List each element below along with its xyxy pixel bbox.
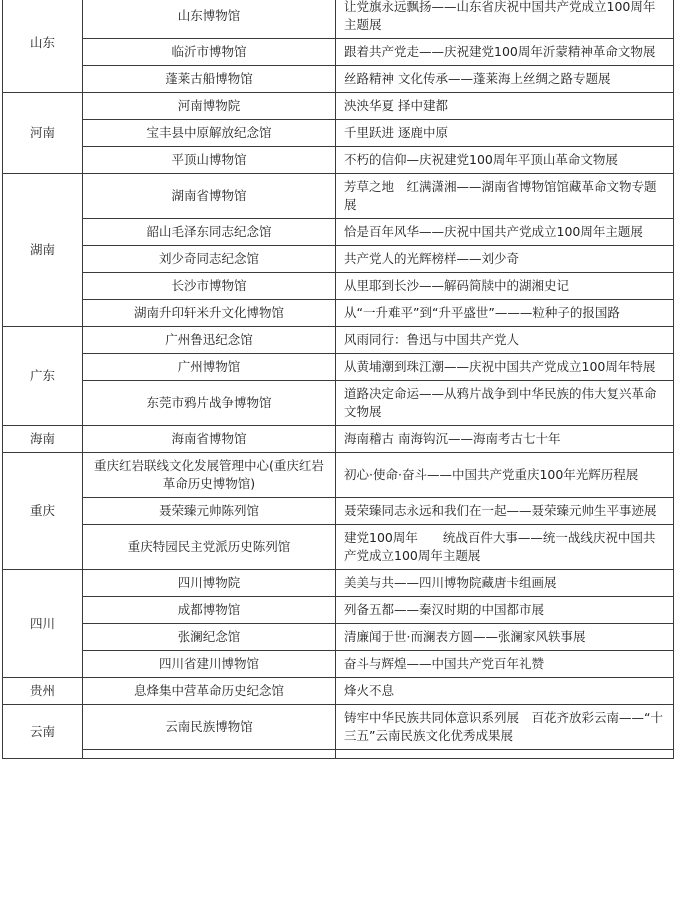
exhibition-cell: 让党旗永远飘扬——山东省庆祝中国共产党成立100周年主题展 (336, 0, 674, 39)
table-row (3, 300, 674, 327)
museum-cell: 重庆特园民主党派历史陈列馆 (83, 525, 336, 570)
exhibition-cell: 千里跃进 逐鹿中原 (336, 120, 674, 147)
exhibition-cell: 丝路精神 文化传承——蓬莱海上丝绸之路专题展 (336, 66, 674, 93)
exhibition-cell: 从“一升难平”到“升平盛世”———粒种子的报国路 (336, 300, 674, 327)
table-row (3, 219, 674, 246)
table-row (3, 678, 674, 705)
table-row (3, 750, 674, 759)
exhibition-cell: 美美与共——四川博物院藏唐卡组画展 (336, 570, 674, 597)
museum-cell: 云南民族博物馆 (83, 705, 336, 750)
table-row (3, 147, 674, 174)
exhibition-table (2, 0, 674, 759)
exhibition-cell: 初心·使命·奋斗——中国共产党重庆100年光辉历程展 (336, 453, 674, 498)
museum-cell: 聂荣臻元帅陈列馆 (83, 498, 336, 525)
exhibition-cell: 铸牢中华民族共同体意识系列展 百花齐放彩云南——“十三五”云南民族文化优秀成果展 (336, 705, 674, 750)
table-row (3, 246, 674, 273)
exhibition-cell: 恰是百年风华——庆祝中国共产党成立100周年主题展 (336, 219, 674, 246)
museum-cell: 湖南省博物馆 (83, 174, 336, 219)
museum-cell: 成都博物馆 (83, 597, 336, 624)
table-row (3, 327, 674, 354)
museum-cell: 宝丰县中原解放纪念馆 (83, 120, 336, 147)
table-row (3, 453, 674, 498)
museum-cell: 临沂市博物馆 (83, 39, 336, 66)
table-row (3, 93, 674, 120)
table-row (3, 525, 674, 570)
exhibition-cell: 风雨同行：鲁迅与中国共产党人 (336, 327, 674, 354)
exhibition-cell: 烽火不息 (336, 678, 674, 705)
exhibition-cell: 不朽的信仰—庆祝建党100周年平顶山革命文物展 (336, 147, 674, 174)
museum-cell: 息烽集中营革命历史纪念馆 (83, 678, 336, 705)
table-row (3, 120, 674, 147)
museum-cell: 韶山毛泽东同志纪念馆 (83, 219, 336, 246)
exhibition-cell: 芳草之地 红满潇湘——湖南省博物馆馆藏革命文物专题展 (336, 174, 674, 219)
museum-cell: 山东博物馆 (83, 0, 336, 39)
province-cell: 广东 (3, 327, 83, 426)
exhibition-cell: 道路决定命运——从鸦片战争到中华民族的伟大复兴革命文物展 (336, 381, 674, 426)
museum-cell (83, 750, 336, 759)
museum-cell: 刘少奇同志纪念馆 (83, 246, 336, 273)
table-row (3, 273, 674, 300)
table-row (3, 39, 674, 66)
museum-cell: 东莞市鸦片战争博物馆 (83, 381, 336, 426)
museum-cell: 蓬莱古船博物馆 (83, 66, 336, 93)
province-cell: 湖南 (3, 174, 83, 327)
table-row (3, 570, 674, 597)
museum-cell: 重庆红岩联线文化发展管理中心(重庆红岩革命历史博物馆) (83, 453, 336, 498)
province-cell: 重庆 (3, 453, 83, 570)
exhibition-cell: 海南稽古 南海钩沉——海南考古七十年 (336, 426, 674, 453)
table-row (3, 651, 674, 678)
museum-cell: 长沙市博物馆 (83, 273, 336, 300)
table-row (3, 498, 674, 525)
museum-cell: 河南博物院 (83, 93, 336, 120)
exhibition-cell (336, 750, 674, 759)
exhibition-cell: 从黄埔潮到珠江潮——庆祝中国共产党成立100周年特展 (336, 354, 674, 381)
table-row (3, 0, 674, 39)
exhibition-cell: 清廉闻于世·而澜表方圆——张澜家风轶事展 (336, 624, 674, 651)
exhibition-cell: 奋斗与辉煌——中国共产党百年礼赞 (336, 651, 674, 678)
museum-cell: 广州鲁迅纪念馆 (83, 327, 336, 354)
table-row (3, 597, 674, 624)
province-cell: 海南 (3, 426, 83, 453)
exhibition-cell: 聂荣臻同志永远和我们在一起——聂荣臻元帅生平事迹展 (336, 498, 674, 525)
province-cell: 云南 (3, 705, 83, 759)
table-row (3, 624, 674, 651)
table-row (3, 174, 674, 219)
exhibition-cell: 跟着共产党走——庆祝建党100周年沂蒙精神革命文物展 (336, 39, 674, 66)
museum-cell: 海南省博物馆 (83, 426, 336, 453)
table-row (3, 381, 674, 426)
province-cell: 贵州 (3, 678, 83, 705)
province-cell: 河南 (3, 93, 83, 174)
exhibition-cell: 从里耶到长沙——解码简牍中的湖湘史记 (336, 273, 674, 300)
table-row (3, 705, 674, 750)
province-cell: 四川 (3, 570, 83, 678)
table-row (3, 426, 674, 453)
exhibition-cell: 共产党人的光辉榜样——刘少奇 (336, 246, 674, 273)
exhibition-cell: 列备五都——秦汉时期的中国都市展 (336, 597, 674, 624)
museum-cell: 四川省建川博物馆 (83, 651, 336, 678)
museum-cell: 张澜纪念馆 (83, 624, 336, 651)
exhibition-cell: 泱泱华夏 择中建都 (336, 93, 674, 120)
exhibition-cell: 建党100周年 统战百件大事——统一战线庆祝中国共产党成立100周年主题展 (336, 525, 674, 570)
table-row (3, 66, 674, 93)
museum-cell: 湖南升印轩米升文化博物馆 (83, 300, 336, 327)
museum-cell: 平顶山博物馆 (83, 147, 336, 174)
table-row (3, 354, 674, 381)
museum-cell: 广州博物馆 (83, 354, 336, 381)
table-body (3, 0, 674, 759)
province-cell: 山东 (3, 0, 83, 93)
museum-cell: 四川博物院 (83, 570, 336, 597)
